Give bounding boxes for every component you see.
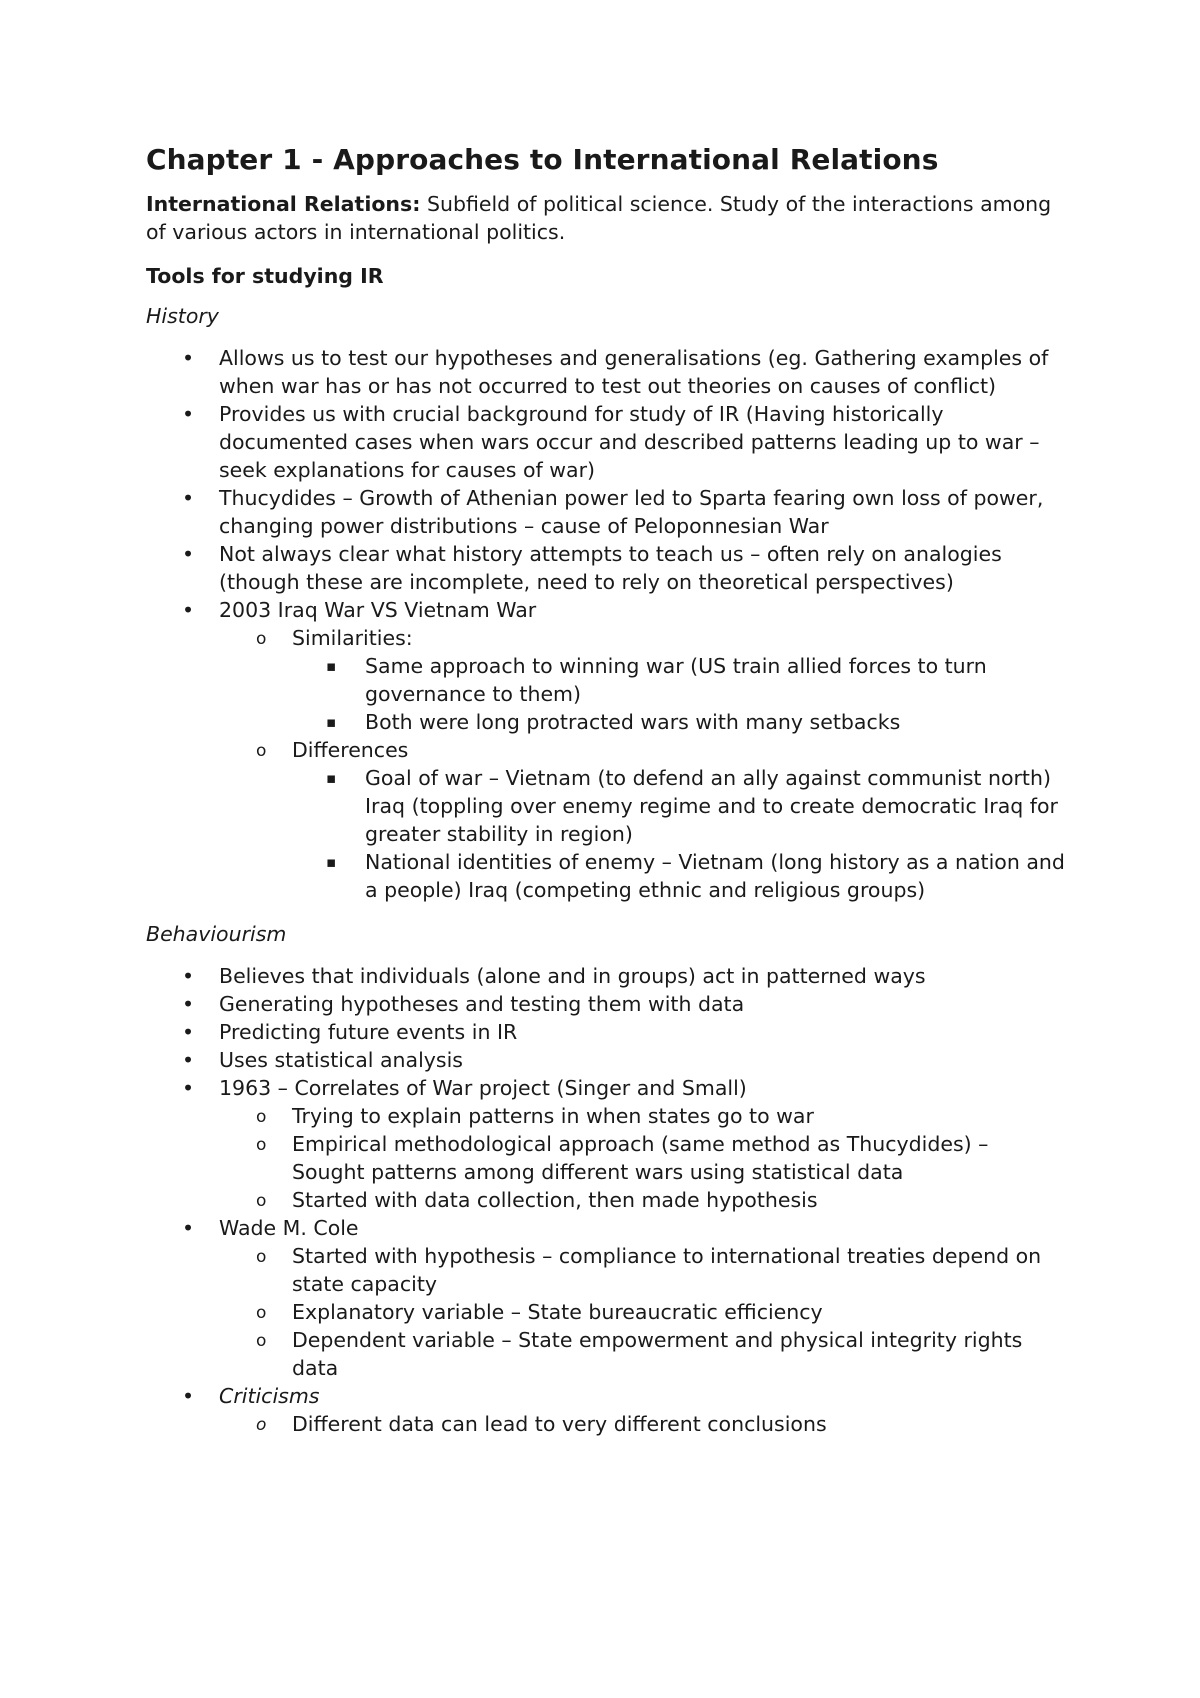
iraq-vietnam-sublist [219,624,1066,904]
history-list [146,344,1066,904]
list-item: o Differences ▪ Goal of war – Vietnam (to defend an ally against communist north) Iraq (toppling over enemy regime and to create democratic Iraq for greater stability in region) ▪ National identities of enemy – Vietnam (long history as a nation and a people) Iraq (competing ethnic and religious groups) [256,738,1065,902]
list-item: • 1963 – Correlates of War project (Singer and Small) o Trying to explain patterns in when states go to war o Empirical methodological approach (same method as Thucydides) – Sought patterns among different wars using statistical data o Started with data collection, then made hypothesis [146,1074,1066,1214]
similarities-list [292,652,1066,736]
bullet-icon: • [182,1020,195,1044]
circle-bullet-icon: o [256,1135,267,1155]
document-page [146,142,1066,1438]
list-item: • Wade M. Cole o Started with hypothesis – compliance to international treaties depend on state capacity o Explanatory variable – State bureaucratic efficiency o Dependent variable – State empowerment and physical integrity rights data [146,1214,1066,1382]
circle-bullet-icon: o [256,1415,267,1435]
list-item: o Trying to explain patterns in when states go to war [219,1102,1066,1130]
list-item: o Started with hypothesis – compliance to international treaties depend on state capacity [256,1244,1042,1296]
list-item: • 2003 Iraq War VS Vietnam War o Similarities: ▪ Same approach to winning war (US train allied forces to turn governance to them) ▪ Both were long protracted wars with many setbacks o Differences ▪ Goal of war – Vietnam (to defend an ally against communist north) Iraq (toppling over enemy regime and to create democratic Iraq for greater stability in region) ▪ National identities of enemy – Vietnam (long history as a nation and a people) Iraq (competing ethnic and religious groups) [182,598,1065,902]
circle-bullet-icon: o [256,1331,267,1351]
list-item: o Empirical methodological approach (same method as Thucydides) – Sought patterns among different wars using statistical data [256,1132,989,1184]
list-item: • Predicting future events in IR [182,1020,518,1044]
list-item: ▪ Both were long protracted wars with many setbacks [326,710,901,734]
definition-term: International Relations: [146,192,421,216]
bullet-icon: • [182,598,195,622]
circle-bullet-icon: o [256,1247,267,1267]
list-item: o Started with data collection, then made hypothesis [219,1186,1066,1214]
bullet-icon: • [182,1048,195,1072]
differences-list [292,764,1066,904]
circle-bullet-icon: o [256,741,267,761]
bullet-icon: • [182,1384,195,1408]
cow-sublist [219,1102,1066,1214]
tools-heading: Tools for studying IR [146,264,384,288]
bullet-icon: • [182,1076,195,1100]
square-bullet-icon: ▪ [326,713,337,731]
square-bullet-icon: ▪ [326,769,337,787]
criticisms-sublist [219,1410,1066,1438]
list-item: o Dependent variable – State empowerment and physical integrity rights data [256,1328,1023,1380]
square-bullet-icon: ▪ [326,853,337,871]
ir-definition [146,190,1066,246]
square-bullet-icon: ▪ [326,657,337,675]
bullet-icon: • [182,1216,195,1240]
list-item: • Thucydides – Growth of Athenian power led to Sparta fearing own loss of power, changing power distributions – cause of Peloponnesian War [182,486,1044,538]
behaviourism-heading: Behaviourism [146,922,287,946]
circle-bullet-icon: o [256,1303,267,1323]
list-item: o Explanatory variable – State bureaucratic efficiency [219,1298,1066,1326]
bullet-icon: • [182,486,195,510]
bullet-icon: • [182,992,195,1016]
circle-bullet-icon: o [256,1191,267,1211]
list-item: o Different data can lead to very different conclusions [219,1410,1066,1438]
list-item: • Believes that individuals (alone and in groups) act in patterned ways [182,964,926,988]
list-item: • Not always clear what history attempts to teach us – often rely on analogies (though these are incomplete, need to rely on theoretical perspectives) [182,542,1002,594]
list-item: • Uses statistical analysis [182,1048,463,1072]
list-item: ▪ Same approach to winning war (US train allied forces to turn governance to them) [326,654,987,706]
chapter-title: Chapter 1 - Approaches to International Relations [146,143,939,176]
list-item: • Generating hypotheses and testing them with data [182,992,745,1016]
list-item: • Allows us to test our hypotheses and generalisations (eg. Gathering examples of when war has or has not occurred to test out theories on causes of conflict) [182,346,1049,398]
bullet-icon: • [182,402,195,426]
circle-bullet-icon: o [256,629,267,649]
behaviourism-list [146,962,1066,1438]
list-item: • Criticisms o Different data can lead to very different conclusions [146,1382,1066,1438]
bullet-icon: • [182,964,195,988]
cole-sublist [219,1242,1066,1382]
list-item: o Similarities: ▪ Same approach to winning war (US train allied forces to turn governance to them) ▪ Both were long protracted wars with many setbacks [219,624,1066,736]
definition-text: Subfield of political science. Study of the interactions among of various actors in international politics. [146,192,1052,244]
circle-bullet-icon: o [256,1107,267,1127]
bullet-icon: • [182,346,195,370]
list-item: • Provides us with crucial background for study of IR (Having historically documented cases when wars occur and described patterns leading up to war – seek explanations for causes of war) [182,402,1040,482]
bullet-icon: • [182,542,195,566]
list-item: ▪ National identities of enemy – Vietnam (long history as a nation and a people) Iraq (competing ethnic and religious groups) [326,850,1065,902]
history-heading: History [146,304,219,328]
list-item: ▪ Goal of war – Vietnam (to defend an ally against communist north) Iraq (toppling over enemy regime and to create democratic Iraq for greater stability in region) [326,766,1058,846]
